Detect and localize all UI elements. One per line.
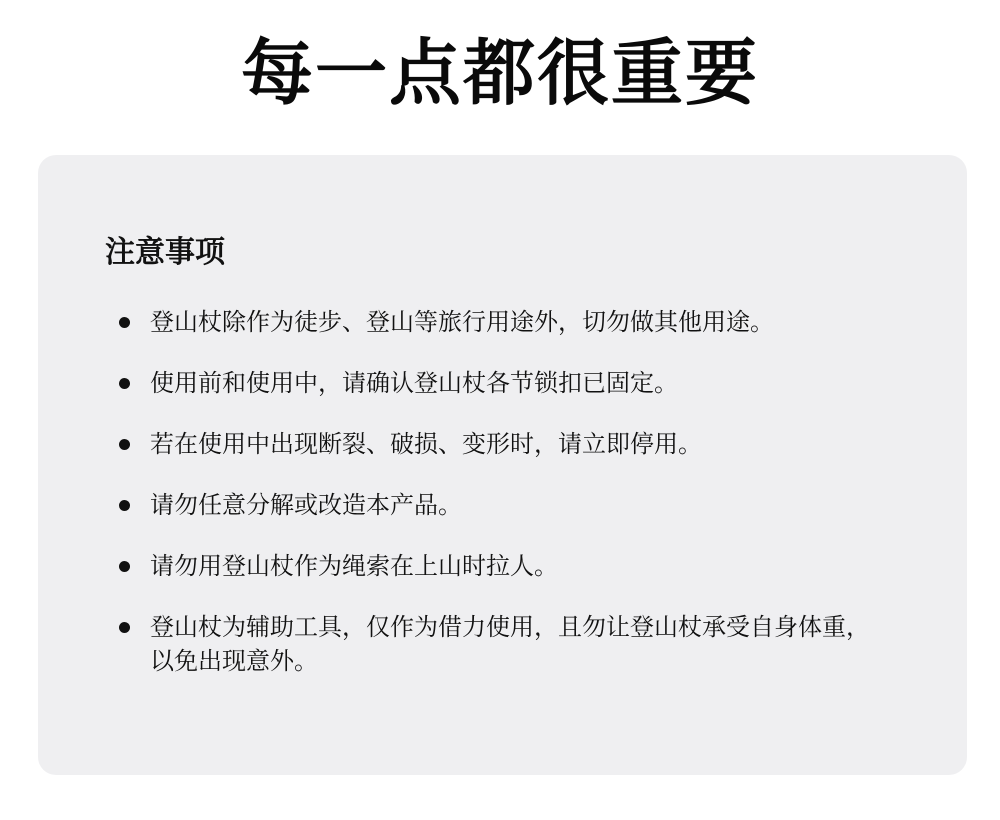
bullet-icon [119,500,130,511]
list-item-text: 使用前和使用中，请确认登山杖各节锁扣已固定。 [150,369,678,397]
notice-heading: 注意事项 [105,235,225,270]
bullet-icon [119,561,130,572]
notice-card [38,155,967,775]
bullet-icon [119,317,130,328]
bullet-icon [119,378,130,389]
list-item [116,305,876,339]
list-item [116,610,876,678]
bullet-icon [119,622,130,633]
list-item [116,549,876,583]
list-item-text: 若在使用中出现断裂、破损、变形时，请立即停用。 [150,430,702,458]
bullet-icon [119,439,130,450]
list-item-text: 登山杖为辅助工具，仅作为借力使用，且勿让登山杖承受自身体重，以免出现意外。 [150,613,870,675]
list-item-text: 登山杖除作为徒步、登山等旅行用途外，切勿做其他用途。 [150,308,774,336]
list-item [116,366,876,400]
list-item-text: 请勿任意分解或改造本产品。 [150,491,462,519]
list-item-text: 请勿用登山杖作为绳索在上山时拉人。 [150,552,558,580]
page-title: 每一点都很重要 [240,31,759,115]
notice-list [116,305,876,705]
list-item [116,427,876,461]
list-item [116,488,876,522]
